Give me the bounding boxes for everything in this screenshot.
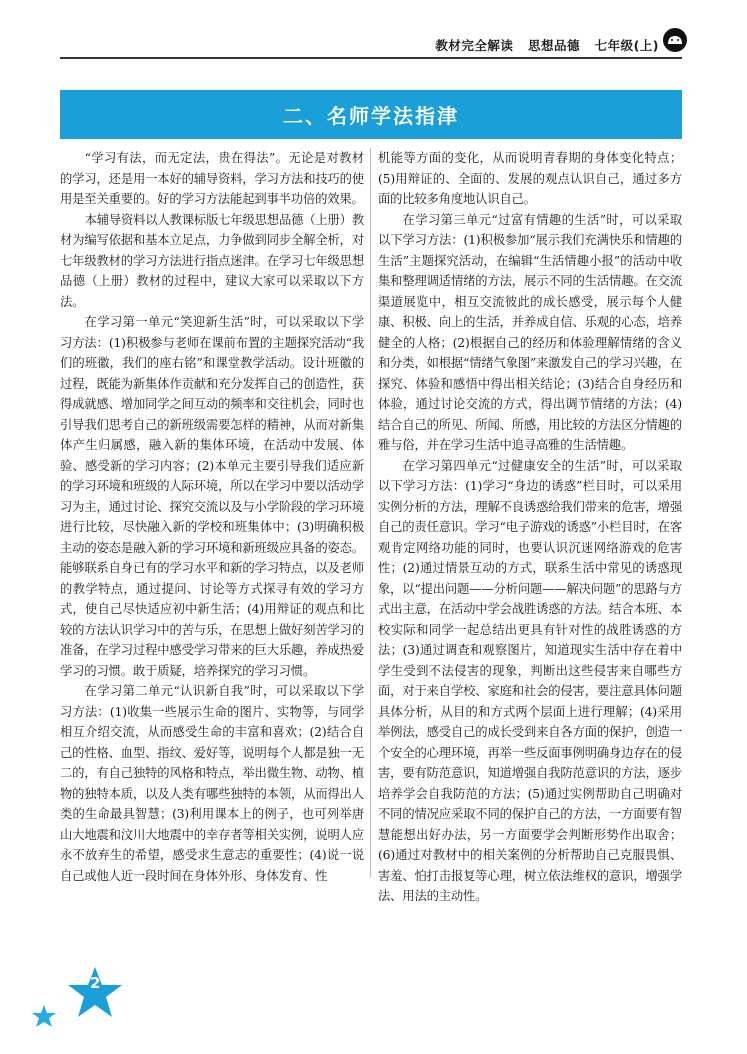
column-divider bbox=[370, 148, 371, 878]
grade-label: 七年级(上) bbox=[594, 38, 659, 53]
left-column bbox=[60, 148, 364, 886]
right-column bbox=[378, 148, 682, 907]
paragraph: 在学习第三单元“过富有情趣的生活”时，可以采取以下学习方法：(1)积极参加“展示我们充满快乐和情趣的生活”主题探究活动，在编辑“生活情趣小报”的活动中收集和整理调适情绪的方法，展示不同的生活情趣。在交流渠道展览中，相互交流彼此的成长感受，展示每个人健康、积极、向上的生活，并养成自信、乐观的心态，培养健全的人格；(2)根据自己的经历和体验理解情绪的含义和分类，如根据“情绪气象图”来激发自己的学习兴趣，在探究、体验和感悟中得出相关结论；(3)结合自身经历和体验，通过讨论交流的方式，得出调节情绪的方法；(4)结合自己的所见、所闻、所感，用比较的方法区分情趣的雅与俗，并在学习生活中追寻高雅的生活情趣。 bbox=[378, 212, 682, 452]
small-star-icon bbox=[32, 1005, 56, 1027]
publisher-logo-icon bbox=[663, 28, 687, 52]
running-header bbox=[435, 36, 659, 54]
paragraph: 在学习第一单元“笑迎新生活”时，可以采取以下学习方法：(1)积极参与老师在课前布置的主题探究活动“我们的班徽，我们的座右铭”和课堂教学活动。设计班徽的过程，既能为新集体作贡献和充分发挥自己的创造性，获得成就感、增加同学之间互动的频率和交往机会，同时也引导我们思考自己的新班级需要怎样的精神，从而对新集体产生归属感，融入新的集体环境，在活动中发展、体验、感受新的学习内容；(2)本单元主要引导我们适应新的学习环境和班级的人际环境，所以在学习中要以活动学习为主，通过讨论、探究交流以及与小学阶段的学习环境进行比较，尽快融入新的学校和班集体中；(3)明确积极主动的姿态是融入新的学习环境和新班级应具备的姿态。能够联系自身已有的学习水平和新的学习特点，以及老师的教学特点，通过提问、讨论等方式探寻有效的学习方式，使自己尽快适应初中新生活；(4)用辩证的观点和比较的方法认识学习中的苦与乐，在思想上做好刻苦学习的准备，在学习过程中感受学习带来的巨大乐趣，养成热爱学习的习惯。敢于质疑，培养探究的学习习惯。 bbox=[60, 315, 364, 678]
section-title: 二、名师学法指津 bbox=[283, 104, 459, 128]
paragraph: 机能等方面的变化，从而说明青春期的身体变化特点；(5)用辩证的、全面的、发展的观点认识自己，通过多方面的比较多角度地认识自己。 bbox=[378, 151, 682, 206]
header-rule bbox=[60, 57, 682, 59]
bear-logo-icon bbox=[666, 33, 684, 47]
book-title: 教材完全解读 bbox=[435, 38, 514, 53]
section-banner bbox=[60, 90, 682, 139]
star-decoration-icon bbox=[30, 965, 140, 1035]
subject-label: 思想品德 bbox=[527, 38, 580, 53]
paragraph: 本辅导资料以人教课标版七年级思想品德（上册）教材为编写依据和基本立足点，力争做到同步全解全析，对七年级教材的学习方法进行指点迷津。在学习七年级思想品德（上册）教材的过程中，建议大家可以采取以下方法。 bbox=[60, 212, 364, 309]
paragraph: 在学习第二单元“认识新自我”时，可以采取以下学习方法：(1)收集一些展示生命的图片、实物等，与同学相互介绍交流，从而感受生命的丰富和喜欢；(2)结合自己的性格、血型、指纹、爱好等，说明每个人都是独一无二的，有自己独特的风格和特点，举出微生物、动物、植物的独特本质，以及人类有哪些独特的本领，从而得出人类的生命最具智慧；(3)利用课本上的例子，也可列举唐山大地震和汶川大地震中的幸存者等相关实例，说明人应永不放弃生的希望，感受求生意志的重要性；(4)说一说自己或他人近一段时间在身体外形、身体发育、性 bbox=[60, 684, 364, 883]
paragraph: “学习有法，而无定法，贵在得法”。无论是对教材的学习，还是用一本好的辅导资料，学习方法和技巧的使用是至关重要的。好的学习方法能起到事半功倍的效果。 bbox=[60, 151, 364, 206]
page-number: 2 bbox=[90, 974, 101, 992]
paragraph: 在学习第四单元“过健康安全的生活”时，可以采取以下学习方法：(1)学习“身边的诱惑”栏目时，可以采用实例分析的方法，理解不良诱惑给我们带来的危害，增强自己的责任意识。学习“电子游戏的诱惑”小栏目时，在客观肯定网络功能的同时，也要认识沉迷网络游戏的危害性；(2)通过情景互动的方式，联系生活中常见的诱惑现象，以“提出问题——分析问题——解决问题”的思路与方式出主意，在活动中学会战胜诱惑的方法。结合本班、本校实际和同学一起总结出更具有针对性的战胜诱惑的方法；(3)通过调查和观察图片，知道现实生活中存在着中学生受到不法侵害的现象，判断出这些侵害来自哪些方面，对于来自学校、家庭和社会的侵害，要注意具体问题具体分析，从目的和方式两个层面上进行理解；(4)采用举例法，感受自己的成长受到来自各方面的保护，创造一个安全的心理环境，再举一些反面事例明确身边存在的侵害，要有防范意识，知道增强自我防范意识的方法，逐步培养学会自我防范的方法；(5)通过实例帮助自己明确对不同的情况应采取不同的保护自己的方法，一方面要有智慧能想出好办法，另一方面要学会判断形势作出取舍；(6)通过对教材中的相关案例的分析帮助自己克服畏惧、害羞、怕打击报复等心理，树立依法维权的意识，增强学法、用法的主动性。 bbox=[378, 458, 682, 903]
